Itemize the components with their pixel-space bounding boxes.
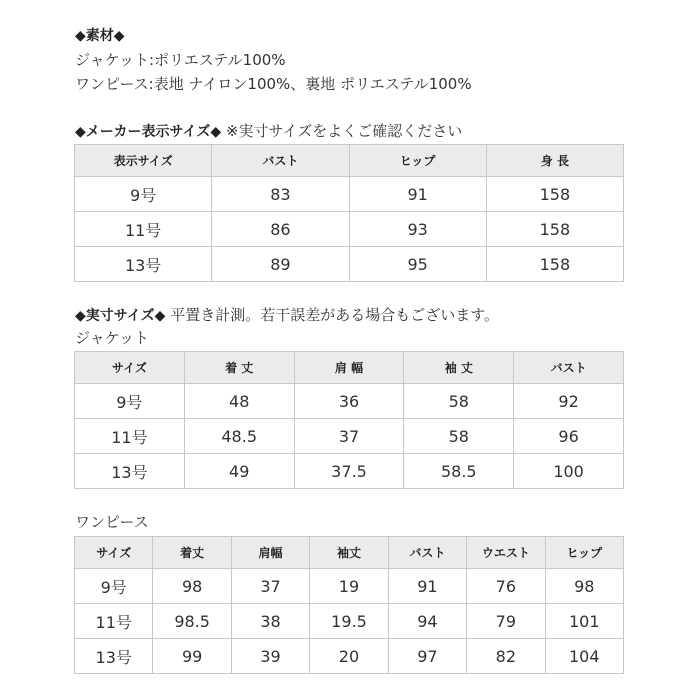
header-cell: 着 丈	[184, 352, 294, 384]
header-cell: 袖丈	[310, 537, 388, 569]
maker-size-title: ◆メーカー表示サイズ◆	[75, 124, 222, 140]
table-cell: 158	[486, 177, 623, 212]
header-cell: 身 長	[486, 145, 623, 177]
header-cell: ヒップ	[545, 537, 623, 569]
actual-size-note: 平置き計測。若干誤差がある場合もございます。	[165, 306, 499, 324]
table-cell: 19	[310, 569, 388, 604]
header-cell: 表示サイズ	[75, 145, 212, 177]
table-cell: 9号	[75, 569, 153, 604]
table-cell: 98	[153, 569, 231, 604]
table-row	[75, 419, 624, 454]
table-cell: 95	[349, 247, 486, 282]
table-header-row	[75, 537, 624, 569]
header-cell: 袖 丈	[404, 352, 514, 384]
table-cell: 13号	[75, 454, 185, 489]
material-heading: ◆素材◆	[75, 28, 125, 44]
table-cell: 89	[212, 247, 349, 282]
table-cell: 99	[153, 639, 231, 674]
table-header-row	[75, 145, 624, 177]
table-cell: 58	[404, 384, 514, 419]
table-cell: 13号	[75, 247, 212, 282]
table-cell: 13号	[75, 639, 153, 674]
table-cell: 48	[184, 384, 294, 419]
header-cell: ウエスト	[467, 537, 545, 569]
table-cell: 98.5	[153, 604, 231, 639]
material-dress-text: ワンピース:表地 ナイロン100%、裏地 ポリエステル100%	[75, 75, 472, 93]
table-cell: 91	[388, 569, 466, 604]
header-cell: サイズ	[75, 352, 185, 384]
table-row	[75, 454, 624, 489]
table-cell: 19.5	[310, 604, 388, 639]
table-row	[75, 247, 624, 282]
actual-size-title: ◆実寸サイズ◆	[75, 308, 166, 324]
table-cell: 20	[310, 639, 388, 674]
table-cell: 158	[486, 212, 623, 247]
table-cell: 9号	[75, 384, 185, 419]
table-cell: 158	[486, 247, 623, 282]
table-cell: 92	[514, 384, 624, 419]
dress-size-table	[74, 536, 624, 674]
table-cell: 93	[349, 212, 486, 247]
maker-size-table	[74, 144, 624, 282]
table-cell: 91	[349, 177, 486, 212]
table-cell: 79	[467, 604, 545, 639]
table-row	[75, 384, 624, 419]
header-cell: 肩幅	[231, 537, 309, 569]
table-cell: 48.5	[184, 419, 294, 454]
table-cell: 49	[184, 454, 294, 489]
table-cell: 96	[514, 419, 624, 454]
table-cell: 104	[545, 639, 623, 674]
table-row	[75, 604, 624, 639]
maker-size-note: ※実寸サイズをよくご確認ください	[221, 122, 463, 140]
table-cell: 58.5	[404, 454, 514, 489]
table-row	[75, 639, 624, 674]
table-cell: 82	[467, 639, 545, 674]
table-cell: 11号	[75, 419, 185, 454]
table-row	[75, 177, 624, 212]
material-jacket-text: ジャケット:ポリエステル100%	[75, 51, 286, 69]
table-cell: 97	[388, 639, 466, 674]
table-cell: 11号	[75, 604, 153, 639]
table-cell: 100	[514, 454, 624, 489]
dress-label: ワンピース	[75, 513, 149, 531]
table-cell: 39	[231, 639, 309, 674]
header-cell: 着丈	[153, 537, 231, 569]
header-cell: サイズ	[75, 537, 153, 569]
table-header-row	[75, 352, 624, 384]
table-cell: 37	[231, 569, 309, 604]
table-cell: 58	[404, 419, 514, 454]
table-cell: 98	[545, 569, 623, 604]
header-cell: ヒップ	[349, 145, 486, 177]
jacket-label: ジャケット	[75, 329, 149, 347]
header-cell: バスト	[212, 145, 349, 177]
table-cell: 11号	[75, 212, 212, 247]
table-cell: 37.5	[294, 454, 404, 489]
table-row	[75, 569, 624, 604]
actual-size-heading	[75, 305, 499, 326]
jacket-size-table	[74, 351, 624, 489]
header-cell: 肩 幅	[294, 352, 404, 384]
table-cell: 76	[467, 569, 545, 604]
header-cell: バスト	[388, 537, 466, 569]
table-cell: 38	[231, 604, 309, 639]
table-cell: 86	[212, 212, 349, 247]
table-cell: 94	[388, 604, 466, 639]
table-cell: 83	[212, 177, 349, 212]
header-cell: バスト	[514, 352, 624, 384]
table-cell: 37	[294, 419, 404, 454]
maker-size-heading	[75, 121, 462, 142]
table-cell: 9号	[75, 177, 212, 212]
table-row	[75, 212, 624, 247]
table-cell: 36	[294, 384, 404, 419]
table-cell: 101	[545, 604, 623, 639]
